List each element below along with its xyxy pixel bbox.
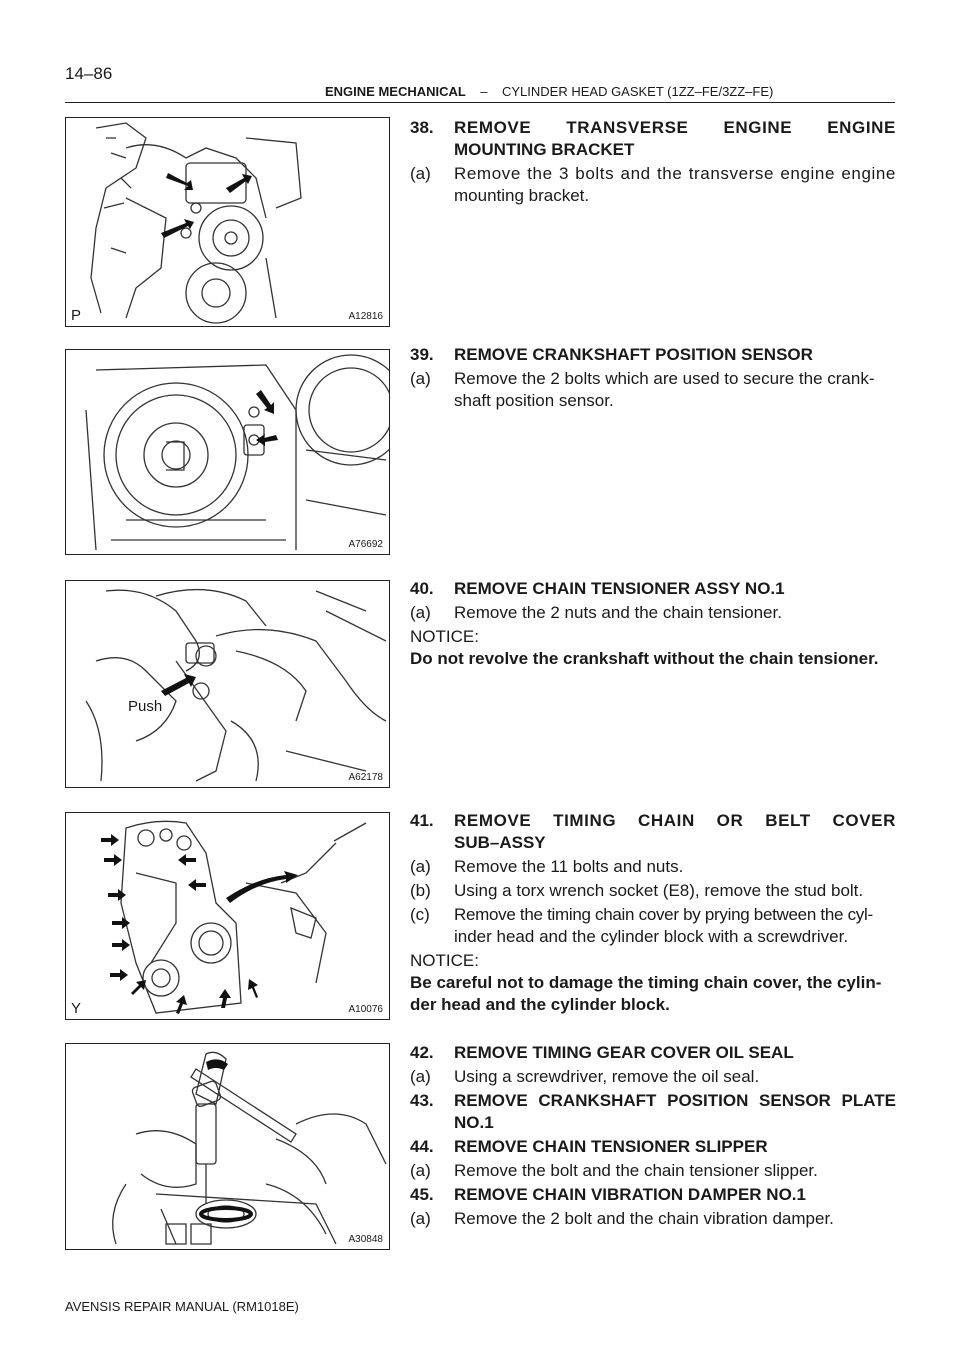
step-41 — [410, 810, 896, 1016]
page-number: 14–86 — [65, 64, 113, 83]
figure-crankshaft-position-sensor — [65, 349, 390, 555]
step-number: 45. — [410, 1185, 434, 1204]
header-subsection: CYLINDER HEAD GASKET (1ZZ–FE/3ZZ–FE) — [501, 84, 774, 99]
step-number: 38. — [410, 118, 434, 137]
step-number: 40. — [410, 579, 434, 598]
notice-label: NOTICE: — [410, 627, 479, 646]
substep-text: Remove the 2 nuts and the chain tensioner. — [454, 603, 782, 622]
substep-label: (a) — [410, 1209, 431, 1228]
crankshaft-sensor-illustration — [66, 350, 390, 555]
running-header — [325, 84, 773, 99]
header-rule — [65, 102, 895, 103]
timing-cover-illustration — [66, 813, 390, 1020]
figure-oil-seal-removal — [65, 1043, 390, 1250]
substep-text: Remove the 2 bolts which are used to secure the crank- — [454, 369, 875, 388]
substep-label: (a) — [410, 1161, 431, 1180]
figure-letter: P — [71, 307, 82, 324]
steps-42-45 — [410, 1042, 896, 1230]
oil-seal-illustration — [66, 1044, 390, 1250]
figure-chain-tensioner — [65, 580, 390, 788]
step-39 — [410, 344, 896, 412]
figure-code: A76692 — [348, 539, 383, 550]
step-number: 42. — [410, 1043, 434, 1062]
engine-bracket-illustration — [66, 118, 390, 327]
figure-code: A12816 — [348, 311, 383, 322]
step-title: REMOVE CHAIN TENSIONER ASSY NO.1 — [454, 579, 785, 598]
figure-code: A30848 — [348, 1234, 383, 1245]
substep-text-cont: mounting bracket. — [454, 186, 590, 205]
substep-label: (a) — [410, 603, 431, 622]
substep-label: (c) — [410, 905, 430, 924]
step-title: REMOVE TIMING CHAIN OR BELT COVER — [454, 811, 896, 830]
footer-manual-title: AVENSIS REPAIR MANUAL (RM1018E) — [65, 1299, 299, 1314]
notice-text: Do not revolve the crankshaft without the chain tensioner. — [410, 649, 879, 668]
step-title: REMOVE TRANSVERSE ENGINE ENGINE — [454, 118, 896, 137]
step-number: 41. — [410, 811, 434, 830]
substep-text: Remove the timing chain cover by prying between the cyl- — [454, 905, 873, 924]
notice-text-cont: der head and the cylinder block. — [410, 995, 670, 1014]
step-title-cont: SUB–ASSY — [454, 833, 546, 852]
step-title: REMOVE CHAIN TENSIONER SLIPPER — [454, 1137, 768, 1156]
step-title-cont: NO.1 — [454, 1113, 494, 1132]
header-section: ENGINE MECHANICAL — [325, 84, 466, 99]
step-38 — [410, 117, 896, 207]
substep-text: Remove the 11 bolts and nuts. — [454, 857, 684, 876]
notice-text: Be careful not to damage the timing chain cover, the cylin- — [410, 973, 882, 992]
substep-label: (a) — [410, 369, 431, 388]
substep-label: (a) — [410, 857, 431, 876]
chain-tensioner-illustration — [66, 581, 390, 788]
substep-label: (a) — [410, 1067, 431, 1086]
step-number: 43. — [410, 1091, 434, 1110]
step-number: 39. — [410, 345, 434, 364]
substep-label: (b) — [410, 881, 431, 900]
step-title: REMOVE CRANKSHAFT POSITION SENSOR PLATE — [454, 1091, 896, 1110]
figure-code: A10076 — [348, 1004, 383, 1015]
substep-text: Using a torx wrench socket (E8), remove the stud bolt. — [454, 881, 864, 900]
step-40 — [410, 578, 896, 670]
figure-engine-mounting-bracket — [65, 117, 390, 327]
substep-text: Using a screwdriver, remove the oil seal. — [454, 1067, 760, 1086]
substep-text-cont: inder head and the cylinder block with a screwdriver. — [454, 927, 849, 946]
header-separator: – — [480, 84, 488, 99]
step-title: REMOVE CHAIN VIBRATION DAMPER NO.1 — [454, 1185, 806, 1204]
substep-text-cont: shaft position sensor. — [454, 391, 614, 410]
figure-code: A62178 — [348, 772, 383, 783]
figure-letter: Y — [71, 1000, 82, 1017]
figure-timing-chain-cover — [65, 812, 390, 1020]
step-title: REMOVE TIMING GEAR COVER OIL SEAL — [454, 1043, 794, 1062]
substep-text: Remove the 2 bolt and the chain vibration damper. — [454, 1209, 834, 1228]
step-title-cont: MOUNTING BRACKET — [454, 140, 635, 159]
figure-callout-push: Push — [128, 698, 163, 715]
notice-label: NOTICE: — [410, 951, 479, 970]
substep-label: (a) — [410, 164, 431, 183]
step-number: 44. — [410, 1137, 434, 1156]
substep-text: Remove the bolt and the chain tensioner slipper. — [454, 1161, 818, 1180]
step-title: REMOVE CRANKSHAFT POSITION SENSOR — [454, 345, 813, 364]
substep-text: Remove the 3 bolts and the transverse engine engine — [454, 164, 896, 183]
